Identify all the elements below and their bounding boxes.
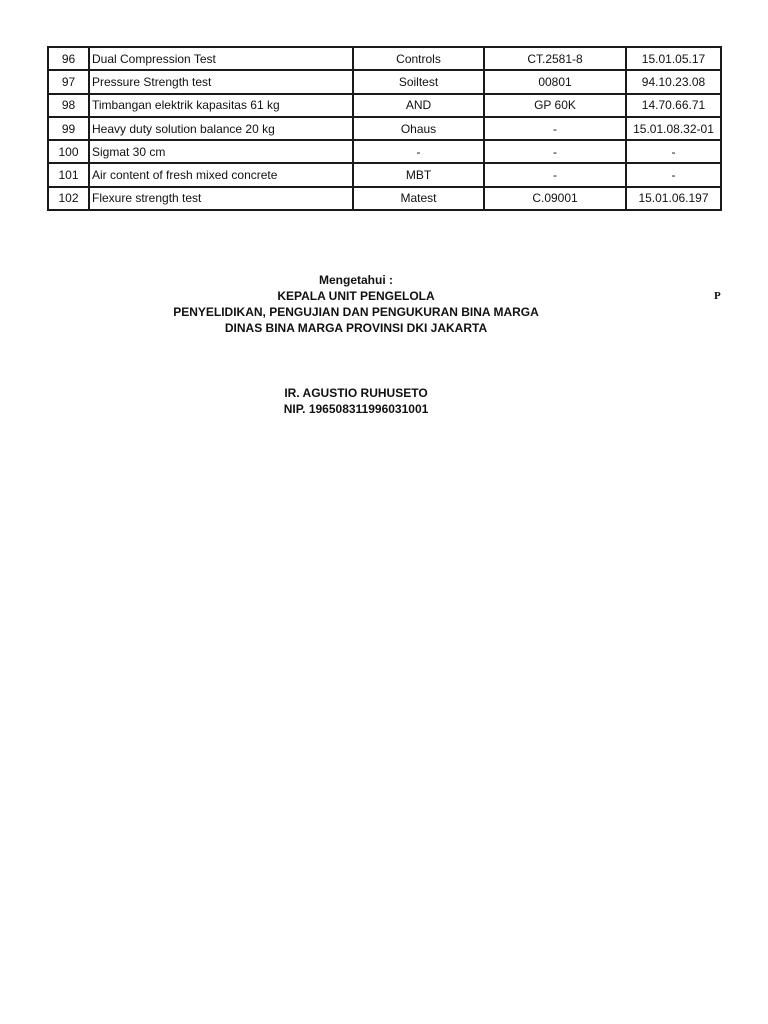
signature-space bbox=[146, 336, 566, 385]
signatory-nip: NIP. 196508311996031001 bbox=[283, 402, 429, 416]
cell-equipment-name: Sigmat 30 cm bbox=[89, 140, 353, 163]
cell-number: 100 bbox=[48, 140, 89, 163]
cell-number: 96 bbox=[48, 47, 89, 70]
table-row bbox=[48, 70, 721, 93]
equipment-table-body bbox=[48, 47, 721, 210]
signatory-name: IR. AGUSTIO RUHUSETO bbox=[284, 386, 428, 400]
cell-number: 98 bbox=[48, 94, 89, 117]
acknowledged-label: Mengetahui : bbox=[319, 273, 393, 287]
cell-equipment-name: Dual Compression Test bbox=[89, 47, 353, 70]
table-row bbox=[48, 117, 721, 140]
signature-block bbox=[146, 272, 566, 417]
table-row bbox=[48, 187, 721, 210]
cell-number: 101 bbox=[48, 163, 89, 186]
table-row bbox=[48, 47, 721, 70]
cell-type: - bbox=[484, 117, 626, 140]
cell-type: GP 60K bbox=[484, 94, 626, 117]
signatory-unit: PENYELIDIKAN, PENGUJIAN DAN PENGUKURAN BINA MARGA bbox=[173, 305, 539, 319]
cell-type: CT.2581-8 bbox=[484, 47, 626, 70]
cell-equipment-name: Pressure Strength test bbox=[89, 70, 353, 93]
cell-type: - bbox=[484, 140, 626, 163]
cell-code: 15.01.05.17 bbox=[626, 47, 721, 70]
cell-equipment-name: Timbangan elektrik kapasitas 61 kg bbox=[89, 94, 353, 117]
cell-number: 99 bbox=[48, 117, 89, 140]
cell-type: 00801 bbox=[484, 70, 626, 93]
cell-brand: Ohaus bbox=[353, 117, 484, 140]
cell-number: 102 bbox=[48, 187, 89, 210]
cell-equipment-name: Flexure strength test bbox=[89, 187, 353, 210]
cell-code: 15.01.06.197 bbox=[626, 187, 721, 210]
cell-code: 94.10.23.08 bbox=[626, 70, 721, 93]
cell-type: C.09001 bbox=[484, 187, 626, 210]
table-row bbox=[48, 163, 721, 186]
cell-brand: MBT bbox=[353, 163, 484, 186]
cell-code: - bbox=[626, 163, 721, 186]
table-row bbox=[48, 94, 721, 117]
cell-code: - bbox=[626, 140, 721, 163]
signatory-position: KEPALA UNIT PENGELOLA bbox=[277, 289, 435, 303]
cell-brand: Matest bbox=[353, 187, 484, 210]
cell-code: 15.01.08.32-01 bbox=[626, 117, 721, 140]
signatory-department: DINAS BINA MARGA PROVINSI DKI JAKARTA bbox=[224, 321, 488, 335]
table-row bbox=[48, 140, 721, 163]
cell-number: 97 bbox=[48, 70, 89, 93]
equipment-table bbox=[47, 46, 722, 211]
clipped-text: P bbox=[714, 290, 721, 302]
cell-brand: AND bbox=[353, 94, 484, 117]
cell-code: 14.70.66.71 bbox=[626, 94, 721, 117]
cell-equipment-name: Air content of fresh mixed concrete bbox=[89, 163, 353, 186]
cell-equipment-name: Heavy duty solution balance 20 kg bbox=[89, 117, 353, 140]
cell-brand: - bbox=[353, 140, 484, 163]
cell-brand: Controls bbox=[353, 47, 484, 70]
cell-brand: Soiltest bbox=[353, 70, 484, 93]
cell-type: - bbox=[484, 163, 626, 186]
